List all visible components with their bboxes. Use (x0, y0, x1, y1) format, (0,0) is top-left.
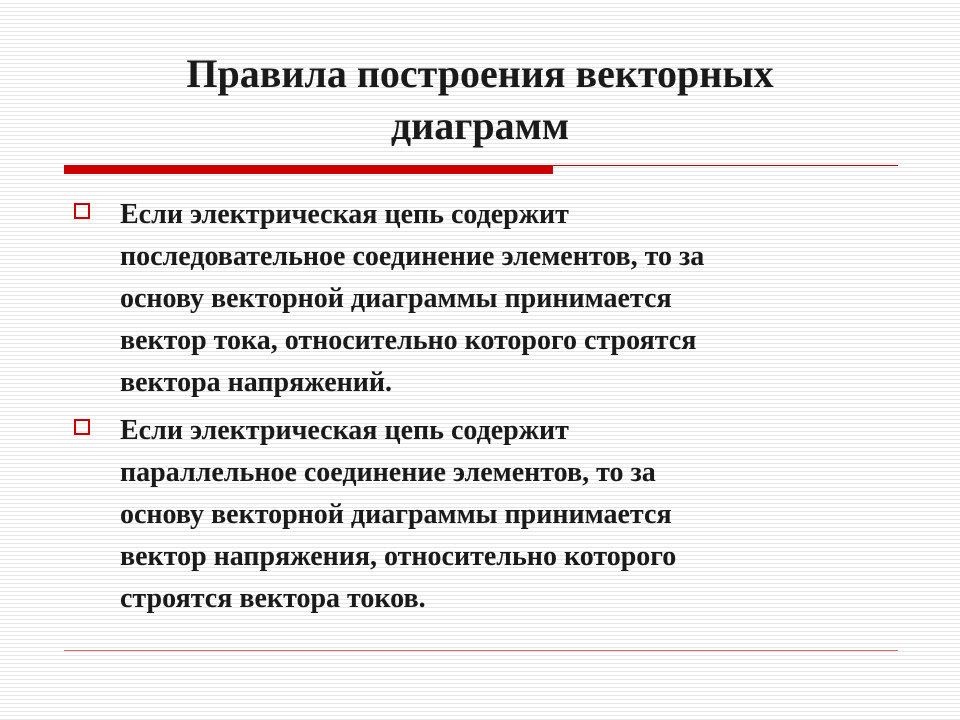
bullet-text-line: последовательное соединение элементов, то за (120, 241, 705, 272)
slide-title (60, 48, 900, 152)
bullet-text-line: вектор напряжения, относительно которого (120, 541, 677, 572)
hollow-square-bullet-icon (74, 203, 90, 219)
bullet-text-line: строятся вектора токов. (120, 583, 426, 614)
bullet-text-line: Если электрическая цепь содержит (120, 415, 569, 446)
title-line-2: диаграмм (390, 103, 570, 148)
title-line-1: Правила построения векторных (186, 51, 774, 96)
hollow-square-bullet-icon (74, 419, 90, 435)
footer-rule (64, 650, 898, 651)
title-underline-thick (64, 165, 553, 174)
bullet-text-line: параллельное соединение элементов, то за (120, 457, 656, 488)
bullet-text-line: основу векторной диаграммы принимается (120, 283, 672, 314)
bullet-text-line: вектора напряжений. (120, 367, 393, 398)
bullet-item-parallel (72, 410, 872, 620)
bullet-text-line: Если электрическая цепь содержит (120, 199, 569, 230)
title-underline-thin (553, 165, 898, 166)
bullet-text-line: вектор тока, относительно которого строятся (120, 325, 697, 356)
bullet-text-line: основу векторной диаграммы принимается (120, 499, 672, 530)
bullet-list (72, 194, 872, 626)
bullet-item-series (72, 194, 872, 404)
